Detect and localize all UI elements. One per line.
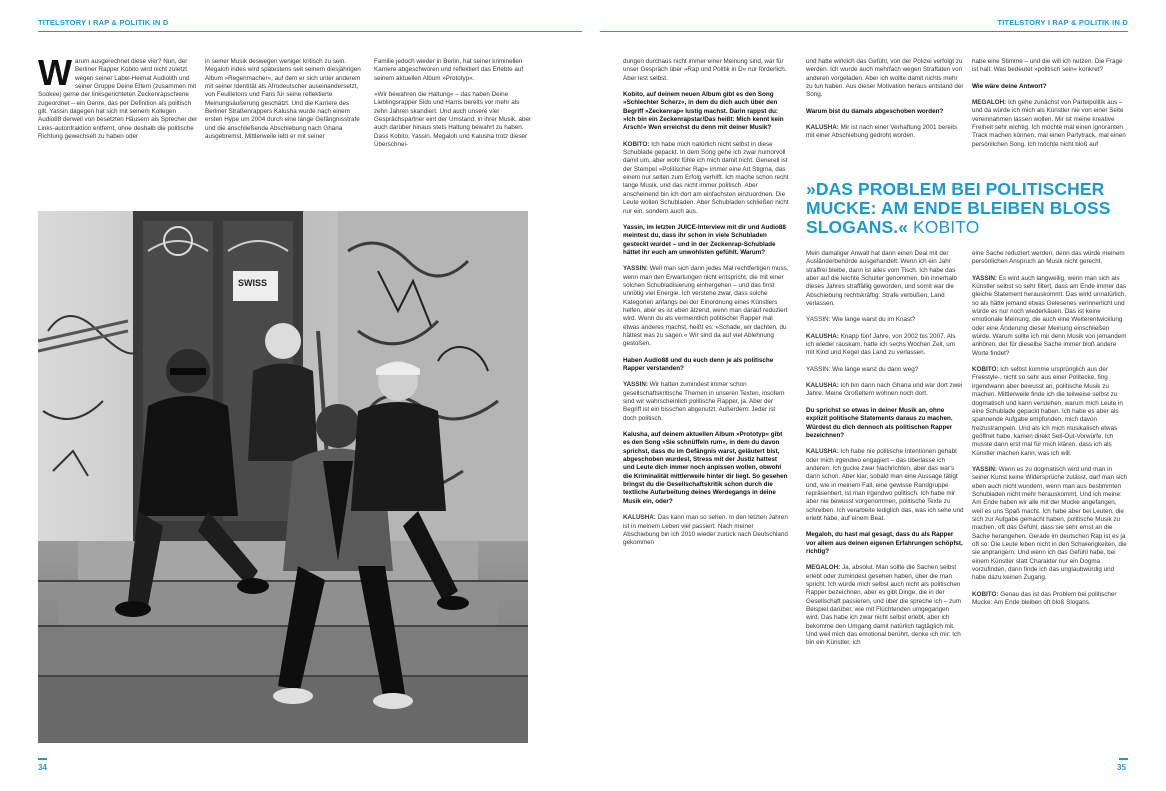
answer: KALUSHA: Das kann man so sehen. In den letzten Jahren ist in meinem Leben viel passiert. Nach meiner Abschiebung bin ich 2010 wieder zurück nach Deutschland gekommen [623, 514, 788, 547]
question: Warum bist du damals abgeschoben worden? [806, 107, 944, 115]
answer: MEGALOH: Ich gehe zunächst von Parteipolitik aus – und da würde ich mich als Künstler nie von einer Seite vereinnahmen lassen wollen. Mir ist meine kreative Freiheit sehr wichtig. Ich möchte mal einen ignoranten Track machen können, mal einen Partytrack, mal einen persönlichen Song. Ich möchte nicht bloß auf [972, 99, 1126, 148]
page-number-right: 35 [1117, 763, 1126, 772]
question: Yassin, im letzten JUICE-Interview mit dir und Audio88 meintest du, dass ihr schon in viele Schubladen gesteckt wurdet – und in der Zeckenrap-Schublade hättet ihr euch am unwohlsten gefühlt. Warum? [623, 223, 786, 256]
question: Megaloh, du hast mal gesagt, dass du als Rapper vor allem aus deinen eigenen Erfahrungen schöpfst, richtig? [806, 531, 963, 555]
answer: YASSIN: Wenn es zu dogmatisch wird und man in seiner Kunst keine Widersprüche zulässt, darf man sich eben auch nicht wundern, wenn man aus bestimmten Schubladen nicht mehr herauskommt. Und ich meine: Am Ende haben wir alle mit der Mucke angefangen, weil es uns Spaß macht. Ich habe aber bei Leuten, die sich zur Aufgabe gemacht haben, politische Musik zu machen, oft das Gefühl, dass sie sehr ernst an die Sache herangehen. Gerade im deutschen Rap ist es ja oft so: Die Leute leben nicht in den Schwierigkeiten, die sie anprangern. Und wenn ich das Gefühl habe, bei einem Künstler statt Charakter nur ein Dogma vorzufinden, dann finde ich das unglaubwürdig und habe dazu keinen Zugang. [972, 465, 1128, 582]
group-photo [38, 211, 528, 743]
drop-cap: W [38, 58, 72, 93]
answer: KOBITO: Ich selbst komme ursprünglich aus der Freestyle-, nicht so sehr aus einer Politecke, fing irgendwann aber bewusst an, politische Musik zu machen. Mittlerweile finde ich die teilweise selbst zu dogmatisch und kann verstehen, warum mich Leute in eine Schublade gepackt haben. Ich habe es aber als spannende Aufgabe empfunden, mich davon freizustrampeln. Und als ich mich musikalisch etwas geöffnet habe, kamen direkt Sell-Out-Vorwürfe. Ich musste dann erst mal für mich klären, dass ich als Künstler machen kann, was ich will. [972, 366, 1123, 457]
answer: KALUSHA: Ich bin dann nach Ghana und war dort zwei Jahre. Meine Großeltern wohnen noch dort. [806, 382, 963, 398]
question: Wie wäre deine Antwort? [972, 82, 1047, 90]
column-4 [623, 58, 790, 748]
svg-text:SWISS: SWISS [238, 278, 268, 288]
paragraph: »Wir bewahren die Haltung« – das haben Deine Lieblingsrapper Sido und Harris bereits vor mehr als zehn Jahren skandiert. Und auch unsere vier Gesprächspartner eint der Umstand, in ihrer Musik, aber auch darüber hinaus stets Haltung bewahrt zu haben. Dass Kobito, Yassin, Megaloh und Kalusha trotz dieser Überschnei- [374, 91, 532, 149]
question: Kalusha, auf deinem aktuellen Album »Prototyp« gibt es den Song »Sie schnüffeln rum«, in dem du davon sprichst, dass du im Gefängnis warst, geläutert bist, abgeschoben wurdest, Stress mit der Justiz hattest und Leute dich immer noch anpissen wollen, obwohl die Kriminalität mittlerweile hinter dir liegt. So gesehen bringst du die Gesellschaftskritik schon durch die textliche Aufarbeitung deines Werdegangs in deine Musik ein, oder? [623, 431, 788, 505]
answer: YASSIN: Weil man sich dann jedes Mal rechtfertigen muss, wenn man den Erwartungen nicht entspricht, die mit einer solchen Schubladisierung einhergehen – und das finst unnötig viel Energie. Ich verstehe zwar, dass solche Kategorien anfangs bei der Einordnung eines Künstlers helfen, aber es ist eben ätzend, wenn man darauf reduziert wird. Wenn du als vermeintlich politischer Rapper mal etwas anderes machst, heißt es: »Schade, wir dachten, du hättest was zu sagen.« Wir sind da auf viel Ablehnung gestoßen. [623, 265, 789, 348]
speaker-label: KOBITO: [972, 590, 999, 598]
page-number-left: 34 [38, 763, 47, 772]
speaker-label: KALUSHA: [623, 514, 656, 522]
paragraph: und hatte wirklich das Gefühl, von der Polizei verfolgt zu werden. Ich wurde auch mehrfach wegen Straftaten von anderen vorgeladen. Aber ich wollte damit nichts mehr zu tun haben. Aus dieser Motivation heraus entstand der Song. [806, 58, 964, 99]
column-1 [38, 58, 198, 204]
speaker-label: KOBITO: [623, 140, 650, 148]
pull-quote-text: »DAS PROBLEM BEI POLITISCHER MUCKE: AM ENDE BLEIBEN BLOSS SLOGANS.« [806, 179, 1111, 237]
column-7 [806, 250, 964, 748]
paragraph: in seiner Musik deswegen weniger kritisch zu sein. Megaloh indes wird spätestens seit seinem diesjährigen Album »Regenmacher«, auf dem er sich unter anderem mit seiner Identität als Afrodeutscher auseinandersetzt, von Feuilletons und Fans für seine reflektierte Meinungsäußerung geschätzt. Und die Karriere des Berliner Straßenrappers Kalusha wurde nach einem ersten Hype um 2004 durch eine lange Gefängnisstrafe und die anschließende Abschiebung nach Ghana ausgebremst. Mittlerweile lebt er mit seiner [205, 58, 361, 141]
column-8 [972, 250, 1128, 748]
paragraph: dungen durchaus nicht immer einer Meinung sind, war für unser Gespräch über »Rap und Politik in D« nur förderlich. Aber lest selbst. [623, 58, 787, 82]
speaker-label: KALUSHA: [806, 448, 839, 456]
answer: KALUSHA: Knapp fünf Jahre, von 2002 bis 2007. Als ich wieder rauskam, hatte ich sechs Wochen Zeit, um mit Kind und Kegel das Land zu verlassen. [806, 332, 956, 357]
column-3 [374, 58, 534, 204]
speaker-label: YASSIN: [972, 274, 997, 282]
answer: YASSIN: Es wird auch langweilig, wenn man sich als Künstler selbst so sehr filtert, dass am Ende immer das gleiche Statement herauskommt. Das wirkt unnatürlich, so als hätte jemand etwas Gelesenes verinnerlicht und würde es nur noch wiederkäuen. Das ist keine emotionale Meinung, die auch eine Weiterentwicklung oder eine Änderung dieser Meinung einschließen würde. Warum sollte ich mir denn Musik von jemandem anhören, der für dieselbe Sache immer bloß andere Worte findet? [972, 274, 1127, 357]
paragraph: habe eine Stimme – und die will ich nutzen. Die Frage ist halt: Was bedeutet »politisch sein« konkret? [972, 58, 1123, 74]
pull-quote-attribution: KOBITO [913, 217, 980, 237]
column-6 [972, 58, 1128, 176]
intro-text: arum ausgerechnet diese vier? Nun, der Berliner Rapper Kobito wird nicht zuletzt wegen seiner Label-Heimat Audiolith und seiner Gruppe Deine Eltern (zusammen mit Sookee) gerne der linksgerichteten Zeckenrapschiene zugeordnet – ein Genre, das per Definition als politisch gilt. Yassin dagegen hat sich mit seinem Kollegen Audio88 derweil von besetzten Häusern als Sprecher der Links-autonfraktion entfernt, ohne deshalb die politische Richtung gewechselt zu haben oder [38, 58, 198, 141]
answer: KALUSHA: Ich habe nie politische Intentionen gehabt oder mich irgendwo engagiert – das überlasse ich anderen. Ich gucke zwar Nachrichten, aber das war's dann schon. Aber klar, sobald man eine Aussage tätigt und, wie in meinem Fall, eine gewisse Randgruppe repräsentiert, ist man irgendwo politisch. Ich habe mir aber nie bewusst vorgenommen, politische Texte zu schreiben. Ich verarbeite lediglich das, was ich sehe und erlebt habe, auf einem Beat. [806, 448, 964, 522]
speaker-label: MEGALOH: [806, 564, 841, 572]
paragraph: eine Sache reduziert werden, denn das würde meinem persönlichen Anspruch an Musik nicht gerecht. [972, 250, 1125, 266]
footer-rule-left [38, 758, 47, 760]
speaker-label: KALUSHA: [806, 332, 839, 340]
speaker-label: KOBITO: [972, 366, 999, 374]
speaker-label: YASSIN: [972, 465, 997, 473]
paragraph: Mein damaliger Anwalt hat dann einen Deal mit der Ausländerbehörde ausgehandelt: Wenn ich ein Jahr straffrei bleibe, dann ist alles vom Tisch. Ich habe das aber auf die leichte Schulter genommen, bin innerhalb dieses Jahres straffällig geworden, und somit war die Abschiebung rechtskräftig: Strafe verbüßen, Land verlassen. [806, 250, 957, 308]
answer: MEGALOH: Ja, absolut. Man sollte die Sachen selbst erlebt oder zumindest gesehen haben, über die man spricht. Ich würde mich selbst auch nicht als politischen Rapper bezeichnen, aber es gibt Dinge, die in der Gesellschaft passieren, und über die spreche ich – zum Beispiel darüber, wie mit Flüchtenden umgegangen wird. Das habe ich zwar nicht selbst erlebt, aber ich bekomme den Umgang damit natürlich tagtäglich mit. Und weil mich das emotional berührt, denke ich mir: Ich bin ein Künstler, ich [806, 564, 962, 647]
column-5 [806, 58, 964, 176]
answer: YASSIN: Wie lange warst du dann weg? [806, 365, 919, 373]
speaker-label: KALUSHA: [806, 124, 839, 132]
speaker-label: MEGALOH: [972, 99, 1007, 107]
question: Haben Audio88 und du euch denn je als politische Rapper verstanden? [623, 356, 774, 372]
speaker-label: YASSIN: [623, 381, 648, 389]
answer: KOBITO: Genau das ist das Problem bei politischer Mucke: Am Ende bleiben oft bloß Slogans. [972, 590, 1117, 607]
answer: YASSIN: Wir hatten zumindest immer schon gesellschaftskritische Themen in unseren Texten, insofern sind wir wahrscheinlich politische Rapper, ja. Aber der Begriff ist ein bisschen abgenutzt. Außerdem: Jeder ist doch politisch. [623, 381, 785, 422]
column-2 [205, 58, 369, 204]
running-header-right: TITELSTORY I RAP & POLITIK IN D [997, 18, 1128, 27]
answer: YASSIN: Wie lange warst du im Knast? [806, 316, 916, 324]
header-rule-left [38, 31, 582, 32]
paragraph: Familie jedoch wieder in Berlin, hat seiner kriminellen Karriere abgeschworen und reflektiert das Erlebte auf seinem aktuellen Album »Prototyp«. [374, 58, 524, 82]
photo-illustration [38, 211, 528, 743]
speaker-label: KALUSHA: [806, 382, 839, 390]
answer: KALUSHA: Mir ist nach einer Verhaftung 2001 bereits mit einer Abschiebung gedroht worden. [806, 124, 958, 140]
speaker-label: YASSIN: [623, 265, 648, 273]
footer-rule-right [1119, 758, 1128, 760]
pull-quote [806, 180, 1128, 237]
running-header-left: TITELSTORY I RAP & POLITIK IN D [38, 18, 169, 27]
answer: KOBITO: Ich habe mich natürlich nicht selbst in diese Schublade gepackt. In dem Song gehe ich zwar humorvoll damit um, aber wohl fühle ich mich damit nicht. Generell ist der Stempel »Politischer Rap« immer eine Art Stigma, das einem nur selten zum Erfolg verhilft. Ich mache schon recht lange Musik, und das nicht immer politisch. Aber anscheinend bin ich dort am einfachsten einzuordnen. Die Leute wollen Schubladen. Aber Schubladen schließen nicht nur ein, sondern auch aus. [623, 140, 789, 215]
question: Du sprichst so etwas in deiner Musik an, ohne explizit politische Statements daraus zu machen. Würdest du dich dennoch als politischen Rapper bezeichnen? [806, 406, 953, 439]
question: Kobito, auf deinem neuen Album gibt es den Song »Schlechter Scherz«, in dem du dich auch über den Begriff »Zeckenrap« lustig machst. Darin rappst du: »Ich bin ein Zeckenrapstar/Das heißt: Mich kennt kein Arsch!« Wen erreichst du denn mit deiner Musik? [623, 91, 784, 132]
header-rule-right [600, 31, 1128, 32]
